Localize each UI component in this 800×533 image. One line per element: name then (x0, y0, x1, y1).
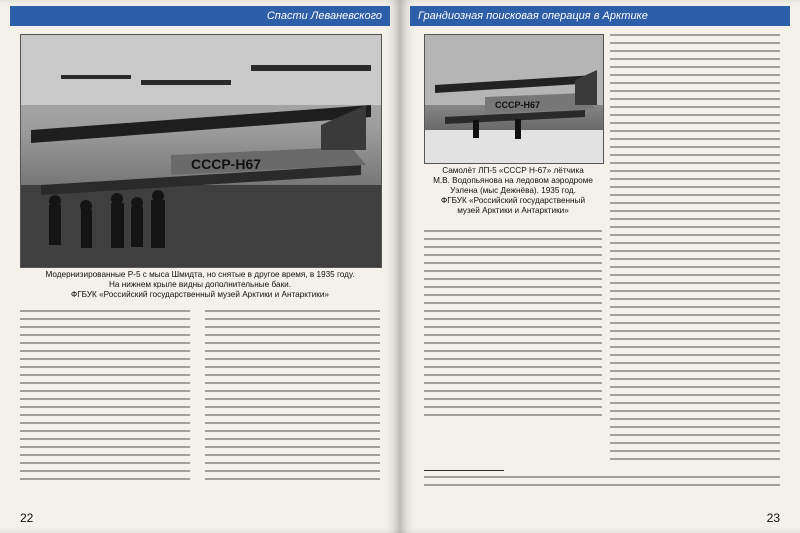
right-running-header: Грандиозная поисковая операция в Арктике (410, 6, 790, 26)
biplane-on-ice-illustration (425, 35, 603, 163)
footnote-block (424, 476, 780, 492)
left-caption-line-3: ФГБУК «Российский государственный музей Арктики и Антарктики» (71, 290, 329, 299)
left-caption-line-1: Модернизированные Р-5 с мыса Шмидта, но снятые в другое время, в 1935 году. (45, 270, 355, 279)
left-plane-marking: СССР-Н67 (191, 156, 262, 172)
right-body-column-2 (610, 34, 780, 466)
footnote-rule (424, 470, 504, 471)
right-caption-line-2: М.В. Водопьянова на ледовом аэродроме (433, 176, 593, 185)
left-body-column-1 (20, 310, 190, 486)
left-page-number: 22 (20, 511, 34, 525)
right-plane-marking: СССР-Н67 (495, 100, 541, 110)
biplanes-on-ice-illustration (21, 35, 381, 267)
left-caption-line-2: На нижнем крыле видны дополнительные баки. (108, 280, 291, 289)
right-caption-line-4: ФГБУК «Российский государственный (440, 196, 586, 205)
right-photo (424, 34, 604, 164)
left-running-header: Спасти Леваневского (10, 6, 390, 26)
right-caption-line-5: музей Арктики и Антарктики» (457, 206, 569, 215)
left-photo-caption (20, 270, 380, 300)
left-body-column-2 (205, 310, 380, 486)
right-page (400, 0, 800, 533)
right-body-column-1 (424, 230, 602, 422)
right-page-number: 23 (766, 511, 780, 525)
left-photo (20, 34, 382, 268)
right-caption-line-3: Уэлена (мыс Дежнёва). 1935 год. (450, 186, 576, 195)
right-caption-line-1: Самолёт ЛП-5 «СССР Н-67» лётчика (442, 166, 584, 175)
right-photo-caption (424, 166, 602, 216)
